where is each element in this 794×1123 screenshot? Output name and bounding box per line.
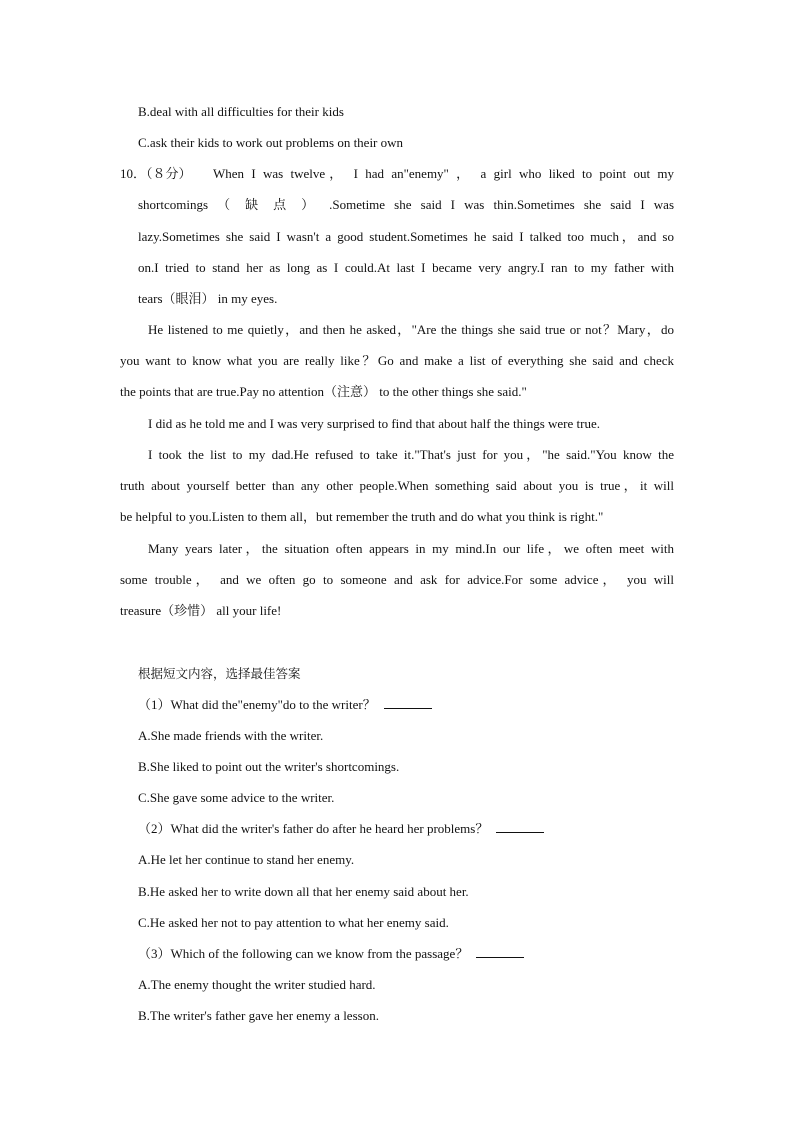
answer-blank-2[interactable] (496, 820, 544, 833)
subq3-stem: （3）Which of the following can we know from the passage？ (138, 945, 524, 963)
para5-line-1: Many years later，the situation often appears in my mind.In our life，we often meet with (148, 541, 674, 556)
option-b-prev: B.deal with all difficulties for their kids (138, 104, 344, 119)
para4-line-1: I took the list to my dad.He refused to take it."That's just for you，"he said."You know the (148, 447, 674, 462)
subq1-option-b: B.She liked to point out the writer's shortcomings. (138, 759, 400, 774)
subq2-stem: （2）What did the writer's father do after he heard her problems？ (138, 820, 544, 838)
subq2-option-a: A.He let her continue to stand her enemy. (138, 852, 355, 867)
answer-blank-1[interactable] (384, 696, 432, 709)
subq2-option-b: B.He asked her to write down all that her enemy said about her. (138, 884, 469, 899)
subq1-option-a: A.She made friends with the writer. (138, 728, 324, 743)
passage-line-5: tears（眼泪） in my eyes. (138, 291, 278, 306)
passage-line-1: When I was twelve， I had an"enemy" ， a girl who liked to point out my (213, 166, 674, 181)
subq2-option-c: C.He asked her not to pay attention to what her enemy said. (138, 915, 449, 930)
passage-line-2: shortcomings （ 缺 点 ） .Sometime she said I was thin.Sometimes she said I was (138, 197, 674, 212)
subq3-option-b: B.The writer's father gave her enemy a lesson. (138, 1008, 379, 1023)
para5-line-3: treasure（珍惜） all your life! (120, 603, 282, 618)
passage-line-4: on.I tried to stand her as long as I could.At last I became very angry.I ran to my father with (138, 260, 674, 275)
answer-blank-3[interactable] (476, 945, 524, 958)
question-number: 10．（８分） (120, 166, 192, 181)
subq1-stem: （1）What did the"enemy"do to the writer？ (138, 696, 432, 714)
passage-line-3: lazy.Sometimes she said I wasn't a good student.Sometimes he said I talked too much，and so (138, 229, 674, 244)
para5-line-2: some trouble， and we often go to someone and ask for advice.For some advice， you will (120, 572, 674, 587)
para2-line-2: you want to know what you are really like？Go and make a list of everything she said and check (120, 353, 674, 368)
para2-line-1: He listened to me quietly，and then he asked，"Are the things she said true or not？Mary，do (148, 322, 674, 337)
subq1-option-c: C.She gave some advice to the writer. (138, 790, 335, 805)
para3-line: I did as he told me and I was very surprised to find that about half the things were true. (148, 416, 600, 431)
para2-line-3: the points that are true.Pay no attention（注意） to the other things she said." (120, 384, 527, 399)
para4-line-2: truth about yourself better than any other people.When something said about you is true，it will (120, 478, 674, 493)
instruction: 根据短文内容，选择最佳答案 (138, 666, 301, 681)
subq3-option-a: A.The enemy thought the writer studied hard. (138, 977, 376, 992)
para4-line-3: be helpful to you.Listen to them all，but remember the truth and do what you think is right." (120, 509, 604, 524)
option-c-prev: C.ask their kids to work out problems on their own (138, 135, 404, 150)
